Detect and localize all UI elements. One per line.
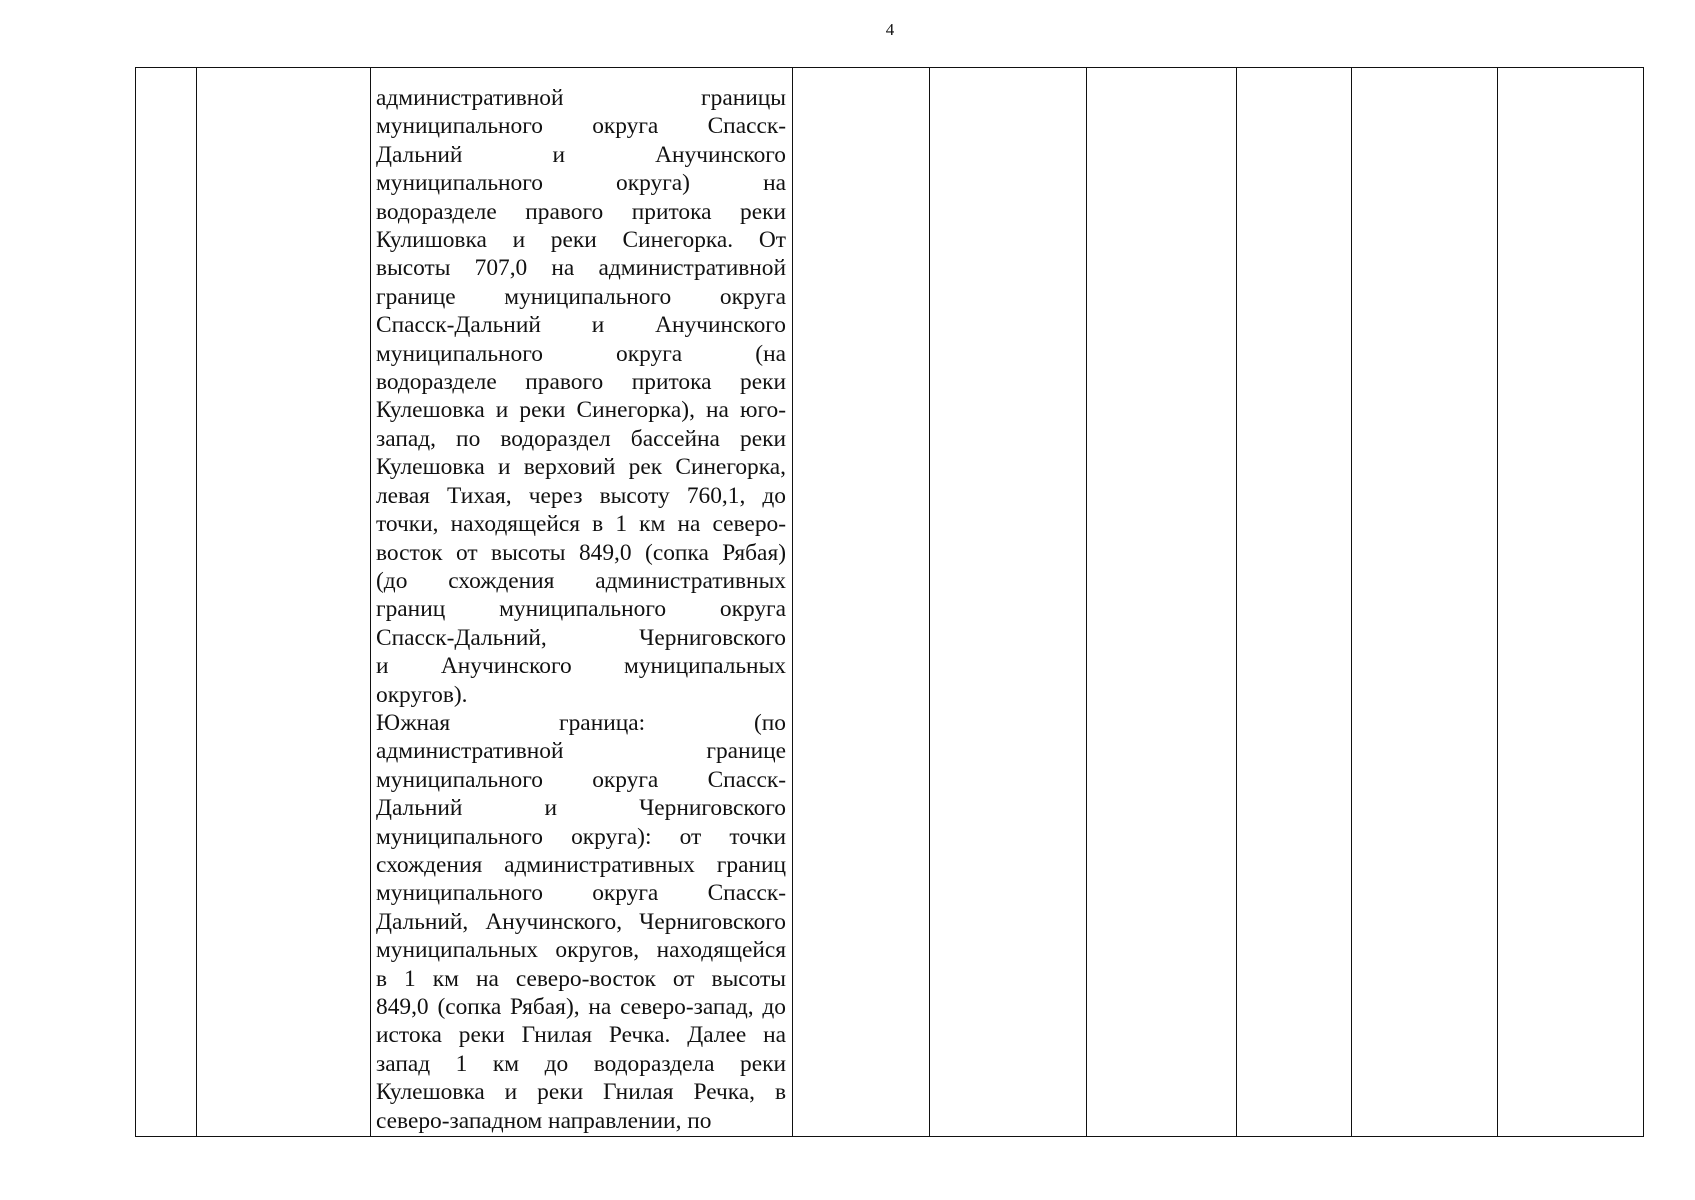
text-line: водоразделе правого притока реки <box>376 198 786 225</box>
empty-cell <box>1498 68 1644 1137</box>
number-cell <box>136 68 197 1137</box>
description-cell <box>371 68 793 1137</box>
table-row <box>136 68 1644 1137</box>
text-line: Кулешовка и верховий рек Синегорка, <box>376 454 786 481</box>
text-line: истока реки Гнилая Речка. Далее на <box>376 1022 786 1049</box>
text-line: водоразделе правого притока реки <box>376 369 786 396</box>
text-line: муниципального округа Спасск- <box>376 113 786 140</box>
text-line: Дальний и Анучинского <box>376 141 786 168</box>
text-line: точки, находящейся в 1 км на северо- <box>376 511 786 538</box>
text-line: в 1 км на северо-восток от высоты <box>376 965 786 992</box>
empty-cell <box>1352 68 1498 1137</box>
text-line: муниципальных округов, находящейся <box>376 937 786 964</box>
text-line: муниципального округа Спасск- <box>376 880 786 907</box>
text-line: административной границы <box>376 85 786 111</box>
text-line: Спасск-Дальний, Черниговского <box>376 624 786 651</box>
page-number: 4 <box>885 20 895 39</box>
empty-cell <box>1087 68 1237 1137</box>
text-line: запад 1 км до водораздела реки <box>376 1050 786 1077</box>
text-line: запад, по водораздел бассейна реки <box>376 425 786 452</box>
text-line: Дальний и Черниговского <box>376 795 786 822</box>
text-line: схождения административных границ <box>376 851 786 878</box>
text-line: муниципального округа) на <box>376 170 786 197</box>
text-line: округов). <box>376 681 468 708</box>
boundary-description-table <box>135 67 1644 1137</box>
name-cell <box>197 68 371 1137</box>
text-line: муниципального округа): от точки <box>376 823 786 850</box>
text-line: Кулешовка и реки Синегорка), на юго- <box>376 397 786 424</box>
text-line: северо-западном направлении, по <box>376 1107 712 1134</box>
text-line: Кулишовка и реки Синегорка. От <box>376 227 786 254</box>
text-line: муниципального округа Спасск- <box>376 766 786 793</box>
empty-cell <box>930 68 1087 1137</box>
text-line: административной границе <box>376 738 786 765</box>
text-line: высоты 707,0 на административной <box>376 255 786 282</box>
text-line: границ муниципального округа <box>376 596 786 623</box>
text-line: Южная граница: (по <box>376 709 786 736</box>
text-line: (до схождения административных <box>376 567 786 594</box>
text-line: Дальний, Анучинского, Черниговского <box>376 908 786 935</box>
empty-cell <box>793 68 930 1137</box>
text-line: восток от высоты 849,0 (сопка Рябая) <box>376 539 786 566</box>
text-line: муниципального округа (на <box>376 340 786 367</box>
text-line: Кулешовка и реки Гнилая Речка, в <box>376 1079 786 1106</box>
text-line: 849,0 (сопка Рябая), на северо-запад, до <box>376 994 786 1020</box>
boundary-description-text <box>371 68 792 1135</box>
empty-cell <box>1237 68 1352 1137</box>
text-line: и Анучинского муниципальных <box>376 653 786 680</box>
text-line: левая Тихая, через высоту 760,1, до <box>376 482 786 509</box>
text-line: Спасск-Дальний и Анучинского <box>376 312 786 339</box>
text-line: границе муниципального округа <box>376 283 786 310</box>
